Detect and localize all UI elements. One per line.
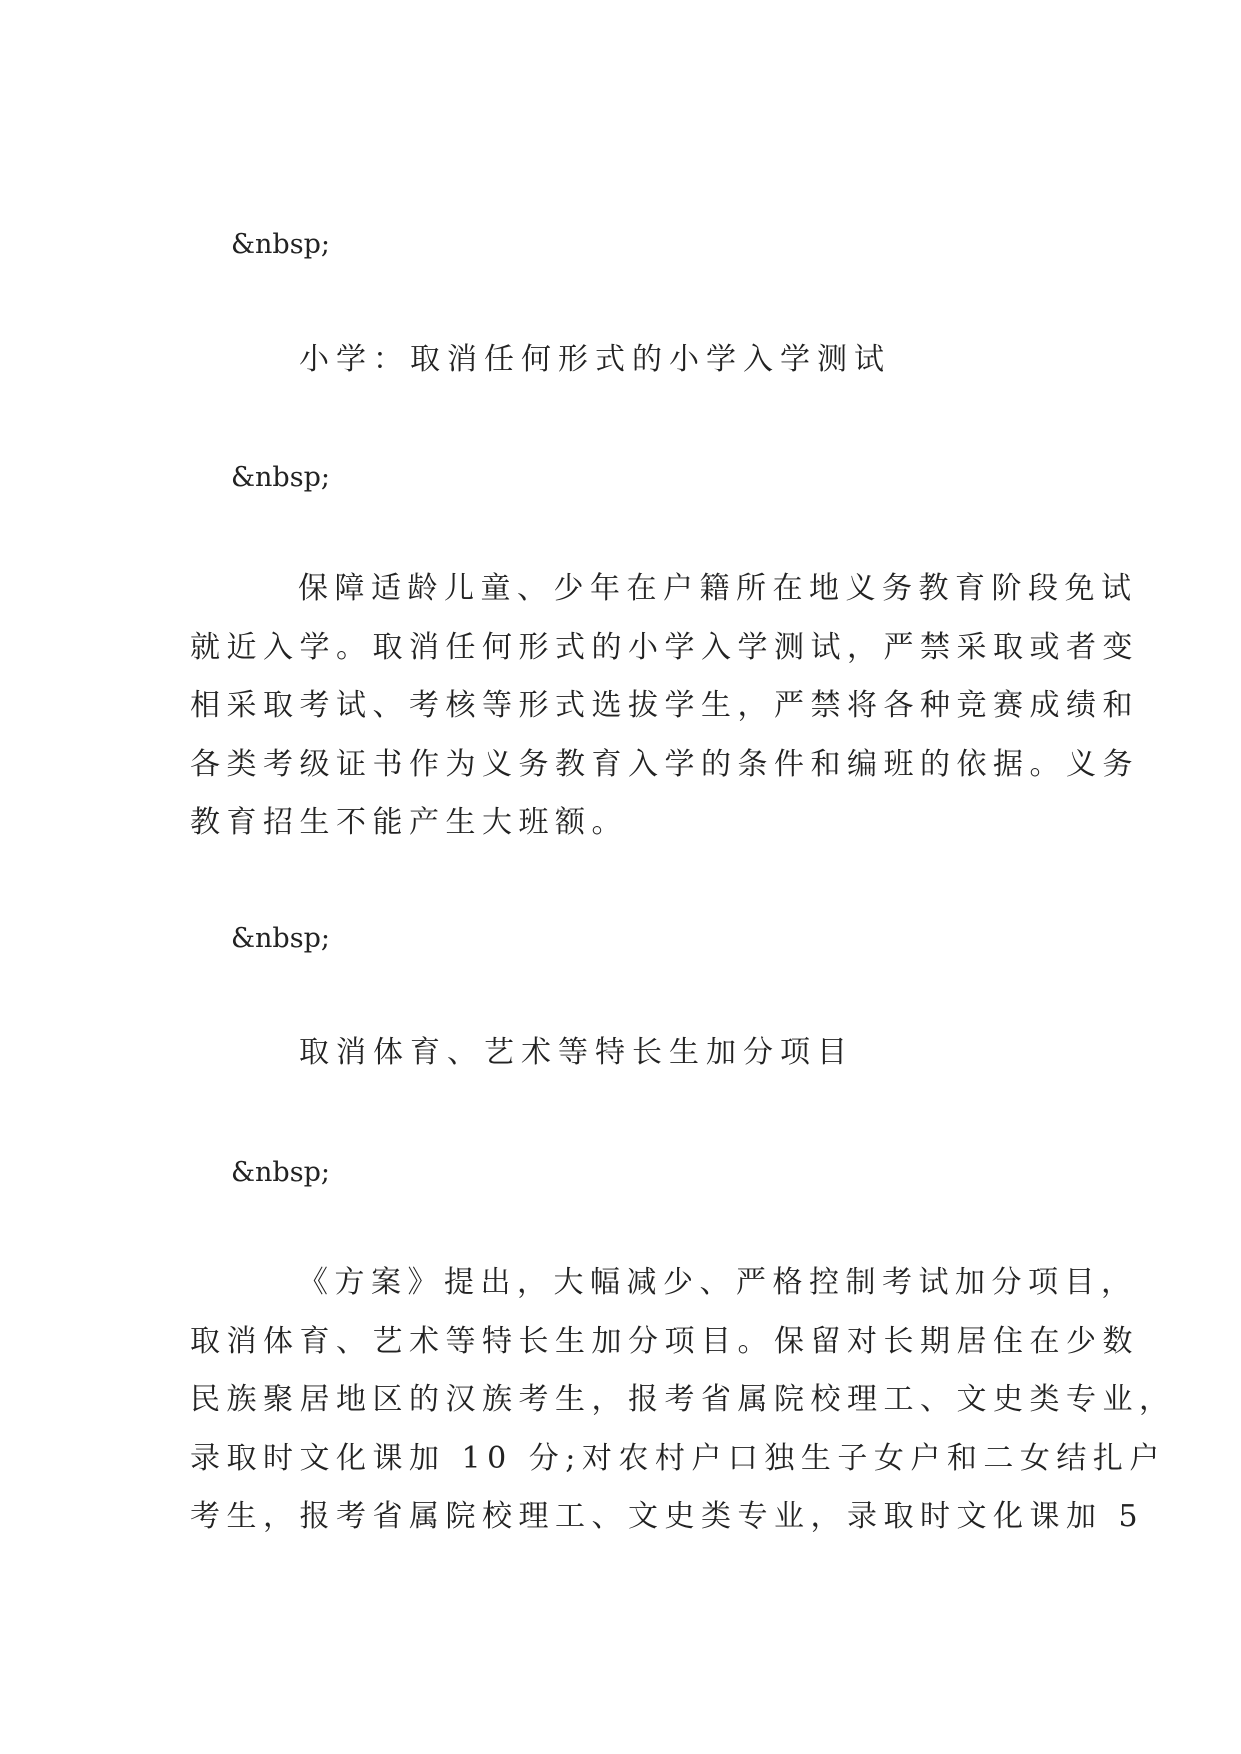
paragraph-line: 民族聚居地区的汉族考生，报考省属院校理工、文史类专业， (190, 1382, 1176, 1417)
paragraph-line: 《方案》提出，大幅减少、严格控制考试加分项目， (298, 1265, 1138, 1300)
paragraph-line: 就近入学。取消任何形式的小学入学测试，严禁采取或者变 (190, 629, 1139, 665)
paragraph-line: 保障适龄儿童、少年在户籍所在地义务教育阶段免试 (298, 571, 1138, 606)
paragraph-line: 考生，报考省属院校理工、文史类专业，录取时文化课加 5 (190, 1499, 1145, 1534)
paragraph-line: 相采取考试、考核等形式选拔学生，严禁将各种竞赛成绩和 (190, 688, 1139, 723)
nbsp-text: &nbsp; (231, 1157, 330, 1188)
section-heading-bonus-points: 取消体育、艺术等特长生加分项目 (299, 1035, 854, 1070)
nbsp-text: &nbsp; (231, 462, 330, 493)
nbsp-text: &nbsp; (231, 923, 330, 954)
paragraph-line: 各类考级证书作为义务教育入学的条件和编班的依据。义务 (190, 746, 1139, 782)
paragraph-line: 教育招生不能产生大班额。 (190, 805, 628, 840)
paragraph-line: 取消体育、艺术等特长生加分项目。保留对长期居住在少数 (190, 1323, 1139, 1359)
paragraph-plan (190, 1254, 1176, 1547)
paragraph-line: 录取时文化课加 10 分;对农村户口独生子女户和二女结扎户 (190, 1440, 1166, 1476)
section-heading-primary-school: 小学：取消任何形式的小学入学测试 (299, 342, 891, 377)
nbsp-text: &nbsp; (231, 229, 330, 260)
paragraph-enrollment (190, 560, 1139, 853)
